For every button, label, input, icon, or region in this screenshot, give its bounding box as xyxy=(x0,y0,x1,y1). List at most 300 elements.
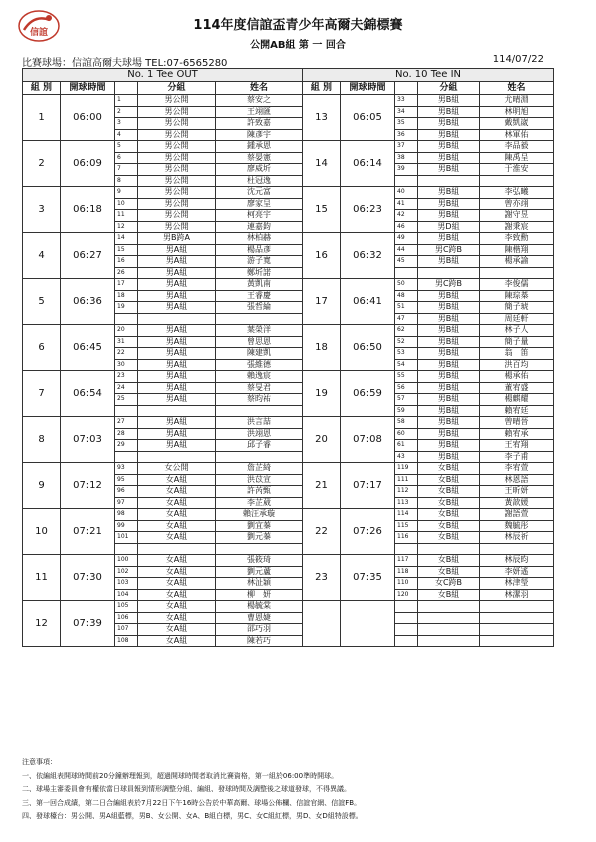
player-name: 曾亦翊 xyxy=(480,198,554,210)
player-name: 林軍佑 xyxy=(480,129,554,141)
player-category: 女B組 xyxy=(418,509,480,521)
player-name: 魏毓彤 xyxy=(480,520,554,532)
player-number: 36 xyxy=(395,129,418,141)
player-name: 張維德 xyxy=(216,359,303,371)
player-number xyxy=(395,612,418,624)
player-number: 37 xyxy=(395,141,418,153)
player-number xyxy=(395,635,418,647)
tournament-title: 114年度信誼盃青少年高爾夫錦標賽 xyxy=(193,18,403,33)
player-category: 男A組 xyxy=(138,290,216,302)
player-name: 李致勳 xyxy=(480,233,554,245)
player-category: 男公開 xyxy=(138,187,216,199)
player-category: 男A組 xyxy=(138,302,216,314)
player-name: 洪苡宣 xyxy=(216,474,303,486)
player-number xyxy=(115,313,138,325)
player-number: 56 xyxy=(395,382,418,394)
player-category: 男A組 xyxy=(138,336,216,348)
player-category: 男A組 xyxy=(138,359,216,371)
player-number: 30 xyxy=(115,359,138,371)
player-name: 謝秉宸 xyxy=(480,221,554,233)
tee-time: 07:17 xyxy=(341,463,395,509)
player-number: 2 xyxy=(115,106,138,118)
player-name: 廖威圻 xyxy=(216,164,303,176)
player-name xyxy=(480,624,554,636)
player-category: 男A組 xyxy=(138,394,216,406)
player-number xyxy=(395,543,418,555)
tee-time: 07:30 xyxy=(61,555,115,601)
player-category xyxy=(138,451,216,463)
column-header-row xyxy=(23,82,303,95)
player-category: 男B組 xyxy=(418,106,480,118)
player-name: 林子人 xyxy=(480,325,554,337)
player-number: 108 xyxy=(115,635,138,647)
player-name: 沈元富 xyxy=(216,187,303,199)
tee-time: 07:26 xyxy=(341,509,395,555)
player-number: 115 xyxy=(395,520,418,532)
player-number: 103 xyxy=(115,578,138,590)
player-category: 男B組 xyxy=(418,405,480,417)
player-category: 男B組 xyxy=(418,428,480,440)
tee-time: 06:36 xyxy=(61,279,115,325)
player-number: 31 xyxy=(115,336,138,348)
player-number: 27 xyxy=(115,417,138,429)
player-name: 簡子琥 xyxy=(480,302,554,314)
player-number: 16 xyxy=(115,256,138,268)
player-category: 女A組 xyxy=(138,635,216,647)
player-category: 男公開 xyxy=(138,106,216,118)
tee-time: 07:12 xyxy=(61,463,115,509)
player-category: 男A組 xyxy=(138,417,216,429)
player-category xyxy=(138,313,216,325)
player-name: 柯亮宇 xyxy=(216,210,303,222)
player-number: 52 xyxy=(395,336,418,348)
group-number: 12 xyxy=(23,601,61,647)
player-category: 女B組 xyxy=(418,566,480,578)
player-name: 謝守昱 xyxy=(480,210,554,222)
player-number: 39 xyxy=(395,164,418,176)
note-item: 四、發球檯台：男公開、男A組藍標，男B、女公開、女A、B組白標，男C、女C組紅標，男D、女D組特設標。 xyxy=(22,812,363,820)
player-name: 楊品彥 xyxy=(216,244,303,256)
player-number: 97 xyxy=(115,497,138,509)
player-name: 許芮甄 xyxy=(216,486,303,498)
player-name: 林明旭 xyxy=(480,106,554,118)
player-category: 男A組 xyxy=(138,371,216,383)
player-category: 男B組 xyxy=(418,371,480,383)
player-number: 9 xyxy=(115,187,138,199)
number-header xyxy=(395,82,418,95)
player-category: 女B組 xyxy=(418,486,480,498)
group-number: 4 xyxy=(23,233,61,279)
player-category: 男公開 xyxy=(138,129,216,141)
tee-time: 06:14 xyxy=(341,141,395,187)
player-category: 男B組 xyxy=(418,451,480,463)
player-category: 女B組 xyxy=(418,532,480,544)
player-category: 男B組 xyxy=(418,129,480,141)
player-category: 男A組 xyxy=(138,279,216,291)
player-number: 93 xyxy=(115,463,138,475)
player-name: 洪言喆 xyxy=(216,417,303,429)
number-header xyxy=(115,82,138,95)
player-category: 女A組 xyxy=(138,486,216,498)
player-number xyxy=(395,175,418,187)
tee-time: 06:50 xyxy=(341,325,395,371)
player-name: 王宥翔 xyxy=(480,440,554,452)
table-row xyxy=(23,141,303,153)
player-name xyxy=(480,612,554,624)
tee-time xyxy=(341,601,395,647)
player-name: 簡子量 xyxy=(480,336,554,348)
category-header: 分組 xyxy=(138,82,216,95)
player-number: 40 xyxy=(395,187,418,199)
player-category: 男B組 xyxy=(418,256,480,268)
player-number xyxy=(395,601,418,613)
player-name xyxy=(216,313,303,325)
player-category: 男B組 xyxy=(418,417,480,429)
column-header-row xyxy=(303,82,554,95)
group-number: 6 xyxy=(23,325,61,371)
player-name: 鄭圻諾 xyxy=(216,267,303,279)
player-number: 100 xyxy=(115,555,138,567)
player-category: 男B組 xyxy=(418,233,480,245)
player-number xyxy=(115,451,138,463)
table-row xyxy=(23,279,303,291)
group-number: 18 xyxy=(303,325,341,371)
player-name: 劉元蓁 xyxy=(216,532,303,544)
table-row xyxy=(303,371,554,383)
tee-time: 06:09 xyxy=(61,141,115,187)
player-name: 劉元蘆 xyxy=(216,566,303,578)
player-name xyxy=(216,451,303,463)
player-name: 楊承諭 xyxy=(480,256,554,268)
player-category: 男B跨A xyxy=(138,233,216,245)
player-category: 男A組 xyxy=(138,325,216,337)
player-name: 周廷軒 xyxy=(480,313,554,325)
player-name: 戴凱崴 xyxy=(480,118,554,130)
player-category: 女A組 xyxy=(138,555,216,567)
player-name: 廖家呈 xyxy=(216,198,303,210)
player-category: 女B組 xyxy=(418,497,480,509)
player-name: 王昕妍 xyxy=(480,486,554,498)
player-category: 女C跨B xyxy=(418,578,480,590)
player-category: 男A組 xyxy=(138,256,216,268)
player-name: 蔡安之 xyxy=(216,95,303,107)
venue-info: 比賽球場：信誼高爾夫球場 TEL:07-6565280 xyxy=(22,58,228,69)
tee-time: 06:00 xyxy=(61,95,115,141)
player-number: 116 xyxy=(395,532,418,544)
player-name: 蔡昀祐 xyxy=(216,394,303,406)
player-name: 李妍遙 xyxy=(480,566,554,578)
player-name: 蔡晏憲 xyxy=(216,152,303,164)
player-number: 55 xyxy=(395,371,418,383)
player-number: 57 xyxy=(395,394,418,406)
player-name: 游子寬 xyxy=(216,256,303,268)
player-name: 葉榮洋 xyxy=(216,325,303,337)
player-number: 14 xyxy=(115,233,138,245)
player-category: 男公開 xyxy=(138,95,216,107)
group-number: 13 xyxy=(303,95,341,141)
player-number: 62 xyxy=(395,325,418,337)
group-number: 11 xyxy=(23,555,61,601)
table-row xyxy=(23,555,303,567)
player-number: 54 xyxy=(395,359,418,371)
player-category: 女B組 xyxy=(418,463,480,475)
player-name: 陳若巧 xyxy=(216,635,303,647)
tee-time: 07:03 xyxy=(61,417,115,463)
group-number xyxy=(303,601,341,647)
player-category: 男B組 xyxy=(418,118,480,130)
player-category: 男B組 xyxy=(418,210,480,222)
player-number: 48 xyxy=(395,290,418,302)
player-number: 23 xyxy=(115,371,138,383)
group-number: 21 xyxy=(303,463,341,509)
player-number: 119 xyxy=(395,463,418,475)
player-number: 47 xyxy=(395,313,418,325)
player-name: 楊承佑 xyxy=(480,371,554,383)
player-number: 44 xyxy=(395,244,418,256)
player-name: 李弘曦 xyxy=(480,187,554,199)
player-category xyxy=(418,267,480,279)
player-number: 114 xyxy=(395,509,418,521)
player-name: 陳琮棊 xyxy=(480,290,554,302)
player-number: 34 xyxy=(395,106,418,118)
player-number: 49 xyxy=(395,233,418,245)
player-number xyxy=(395,624,418,636)
svg-text:信誼: 信誼 xyxy=(30,28,49,38)
group-number: 23 xyxy=(303,555,341,601)
player-name: 洪百均 xyxy=(480,359,554,371)
table-row xyxy=(303,279,554,291)
player-number: 35 xyxy=(395,118,418,130)
player-name: 王睿慶 xyxy=(216,290,303,302)
player-name: 林柏赫 xyxy=(216,233,303,245)
player-category: 男公開 xyxy=(138,141,216,153)
player-number: 12 xyxy=(115,221,138,233)
player-number: 1 xyxy=(115,95,138,107)
tee-out-table xyxy=(22,68,303,647)
player-number: 17 xyxy=(115,279,138,291)
table-row xyxy=(303,95,554,107)
player-category: 男B組 xyxy=(418,187,480,199)
player-number: 7 xyxy=(115,164,138,176)
player-name: 蔡旻君 xyxy=(216,382,303,394)
player-name: 連嘉鈞 xyxy=(216,221,303,233)
player-category: 男公開 xyxy=(138,175,216,187)
table-row xyxy=(303,601,554,613)
player-category: 女A組 xyxy=(138,520,216,532)
player-number: 43 xyxy=(395,451,418,463)
group-header: 組 別 xyxy=(23,82,61,95)
player-category: 男A組 xyxy=(138,428,216,440)
player-number: 120 xyxy=(395,589,418,601)
player-number: 51 xyxy=(395,302,418,314)
player-name: 李子甫 xyxy=(480,451,554,463)
player-name: 劉宜蓁 xyxy=(216,520,303,532)
player-name: 詹芷綺 xyxy=(216,463,303,475)
player-category: 男B組 xyxy=(418,348,480,360)
tee-time: 06:27 xyxy=(61,233,115,279)
player-name: 曾思恩 xyxy=(216,336,303,348)
name-header: 姓名 xyxy=(480,82,554,95)
player-name xyxy=(216,405,303,417)
player-name: 陳楷翔 xyxy=(480,244,554,256)
player-name: 賴宥承 xyxy=(480,428,554,440)
player-category xyxy=(138,405,216,417)
player-number: 50 xyxy=(395,279,418,291)
player-category: 男公開 xyxy=(138,164,216,176)
player-number: 8 xyxy=(115,175,138,187)
notes-title: 注意事項： xyxy=(22,758,57,766)
player-name: 李品毅 xyxy=(480,141,554,153)
player-number: 99 xyxy=(115,520,138,532)
player-name: 陳建凱 xyxy=(216,348,303,360)
player-category xyxy=(418,601,480,613)
player-category: 男B組 xyxy=(418,359,480,371)
player-name: 黃凱南 xyxy=(216,279,303,291)
player-category: 男A組 xyxy=(138,267,216,279)
player-name: 王翊匯 xyxy=(216,106,303,118)
table-row xyxy=(303,141,554,153)
player-category: 男公開 xyxy=(138,221,216,233)
player-name: 董宥盛 xyxy=(480,382,554,394)
player-category: 男B組 xyxy=(418,95,480,107)
group-number: 22 xyxy=(303,509,341,555)
group-number: 8 xyxy=(23,417,61,463)
player-number: 60 xyxy=(395,428,418,440)
player-category: 女A組 xyxy=(138,474,216,486)
table-row xyxy=(303,463,554,475)
notes-section xyxy=(22,756,582,824)
player-number: 41 xyxy=(395,198,418,210)
player-category: 男C跨B xyxy=(418,244,480,256)
player-category: 男B組 xyxy=(418,302,480,314)
category-header: 分組 xyxy=(418,82,480,95)
player-number: 107 xyxy=(115,624,138,636)
note-item: 二、球場主審委員會有權依當日球員報到情形調整分組、編組、發球時間及調整後之球道發球，不得異議。 xyxy=(22,785,351,793)
player-number: 24 xyxy=(115,382,138,394)
player-name: 洪翊恩 xyxy=(216,428,303,440)
player-category: 男B組 xyxy=(418,336,480,348)
player-number: 38 xyxy=(395,152,418,164)
player-number: 25 xyxy=(115,394,138,406)
table-row xyxy=(303,233,554,245)
table-row xyxy=(23,95,303,107)
player-category: 男B組 xyxy=(418,382,480,394)
player-name: 林沚穎 xyxy=(216,578,303,590)
group-number: 19 xyxy=(303,371,341,417)
player-category: 男D組 xyxy=(418,221,480,233)
player-number: 5 xyxy=(115,141,138,153)
player-name: 陳彥宇 xyxy=(216,129,303,141)
player-category: 男B組 xyxy=(418,440,480,452)
player-category: 男A組 xyxy=(138,440,216,452)
player-name: 賴宥廷 xyxy=(480,405,554,417)
player-category: 女A組 xyxy=(138,566,216,578)
player-category: 男B組 xyxy=(418,394,480,406)
player-category: 女A組 xyxy=(138,624,216,636)
table-row xyxy=(303,325,554,337)
tee-time: 06:41 xyxy=(341,279,395,325)
player-category: 男A組 xyxy=(138,382,216,394)
tee-time: 07:39 xyxy=(61,601,115,647)
player-name: 賴逸宸 xyxy=(216,371,303,383)
group-number: 10 xyxy=(23,509,61,555)
player-name: 邱子睿 xyxy=(216,440,303,452)
player-number: 29 xyxy=(115,440,138,452)
player-number: 95 xyxy=(115,474,138,486)
group-number: 7 xyxy=(23,371,61,417)
table-row xyxy=(23,233,303,245)
player-number: 98 xyxy=(115,509,138,521)
player-number: 102 xyxy=(115,566,138,578)
tee-section-title: No. 1 Tee OUT xyxy=(23,69,303,82)
player-name: 杜冠逸 xyxy=(216,175,303,187)
player-number: 101 xyxy=(115,532,138,544)
player-number: 18 xyxy=(115,290,138,302)
tee-time: 06:45 xyxy=(61,325,115,371)
player-number xyxy=(395,267,418,279)
player-name: 翁 笛 xyxy=(480,348,554,360)
player-name: 李芷葳 xyxy=(216,497,303,509)
player-name: 林辰昀 xyxy=(480,555,554,567)
player-number: 118 xyxy=(395,566,418,578)
player-category: 男B組 xyxy=(418,152,480,164)
player-name: 柳 妍 xyxy=(216,589,303,601)
table-row xyxy=(303,555,554,567)
player-number: 110 xyxy=(395,578,418,590)
player-category: 男A組 xyxy=(138,348,216,360)
player-category: 女A組 xyxy=(138,578,216,590)
group-number: 17 xyxy=(303,279,341,325)
player-name: 陳禹呈 xyxy=(480,152,554,164)
player-number: 15 xyxy=(115,244,138,256)
player-category: 女B組 xyxy=(418,589,480,601)
note-item: 一、依編組表開球時間前20分鐘辦理報到，超過開球時間者取消比賽資格，第一組於06:00準時開球。 xyxy=(22,771,339,780)
tee-time: 06:54 xyxy=(61,371,115,417)
player-category xyxy=(418,612,480,624)
round-subtitle: 公開AB組 第 一 回合 xyxy=(250,40,346,51)
player-category: 男B組 xyxy=(418,198,480,210)
note-item: 三、第一回合成績，第二日合編組表於7月22日下午16時公告於中華高爾、球場公佈欄、信誼官網、信誼FB。 xyxy=(22,798,362,807)
player-category: 男B組 xyxy=(418,290,480,302)
section-header-row xyxy=(303,69,554,82)
player-number: 46 xyxy=(395,221,418,233)
player-name: 林潔羽 xyxy=(480,589,554,601)
section-header-row xyxy=(23,69,303,82)
player-number: 11 xyxy=(115,210,138,222)
group-header: 組 別 xyxy=(303,82,341,95)
player-name xyxy=(216,543,303,555)
player-name: 林津瑩 xyxy=(480,578,554,590)
player-category xyxy=(418,624,480,636)
player-number: 45 xyxy=(395,256,418,268)
player-name: 張筱琦 xyxy=(216,555,303,567)
player-name: 于淮安 xyxy=(480,164,554,176)
group-number: 1 xyxy=(23,95,61,141)
player-name xyxy=(480,601,554,613)
player-number: 42 xyxy=(395,210,418,222)
player-name: 曾晴晉 xyxy=(480,417,554,429)
player-number: 6 xyxy=(115,152,138,164)
player-name: 謝語萱 xyxy=(480,509,554,521)
table-row xyxy=(23,187,303,199)
player-number: 61 xyxy=(395,440,418,452)
tee-time: 07:21 xyxy=(61,509,115,555)
player-number: 117 xyxy=(395,555,418,567)
player-category: 女A組 xyxy=(138,601,216,613)
tee-section-title: No. 10 Tee IN xyxy=(303,69,554,82)
player-category: 女B組 xyxy=(418,555,480,567)
player-category: 女B組 xyxy=(418,474,480,486)
